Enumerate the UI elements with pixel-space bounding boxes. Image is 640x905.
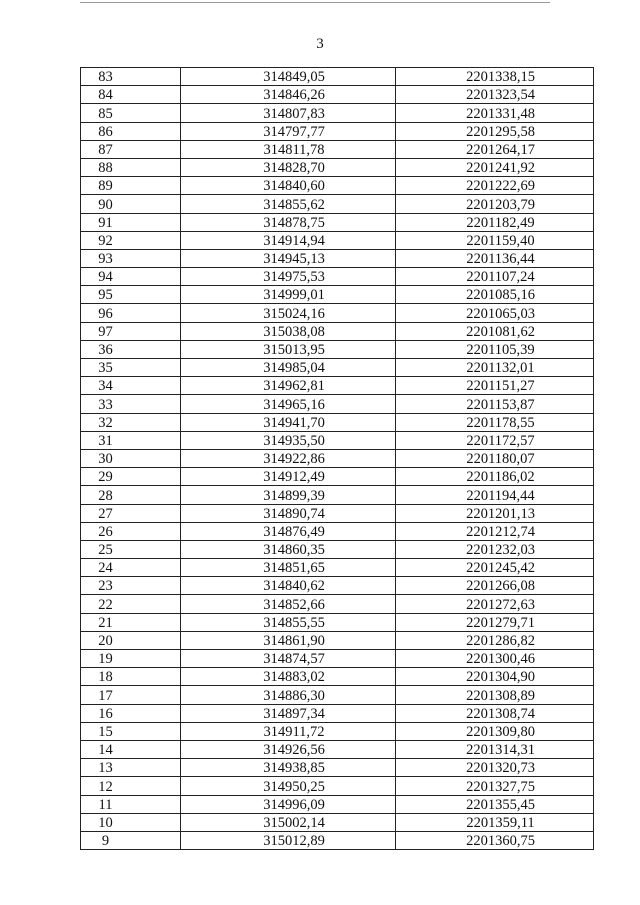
x-coordinate-cell: 314878,75 (181, 213, 396, 231)
point-number-cell: 13 (81, 759, 181, 777)
coordinates-table (80, 67, 594, 850)
y-coordinate-cell: 2201232,03 (396, 540, 594, 558)
table-row (81, 449, 594, 467)
point-number-cell: 31 (81, 431, 181, 449)
point-number-cell: 22 (81, 595, 181, 613)
x-coordinate-cell: 314911,72 (181, 722, 396, 740)
point-number-cell: 93 (81, 249, 181, 267)
point-number-cell: 86 (81, 122, 181, 140)
x-coordinate-cell: 314861,90 (181, 631, 396, 649)
y-coordinate-cell: 2201182,49 (396, 213, 594, 231)
point-number-cell: 95 (81, 286, 181, 304)
x-coordinate-cell: 314852,66 (181, 595, 396, 613)
point-number-cell: 10 (81, 813, 181, 831)
point-number-cell: 83 (81, 68, 181, 86)
y-coordinate-cell: 2201279,71 (396, 613, 594, 631)
table-row (81, 631, 594, 649)
y-coordinate-cell: 2201359,11 (396, 813, 594, 831)
x-coordinate-cell: 314874,57 (181, 650, 396, 668)
table-row (81, 577, 594, 595)
table-row (81, 740, 594, 758)
y-coordinate-cell: 2201201,13 (396, 504, 594, 522)
table-row (81, 340, 594, 358)
x-coordinate-cell: 314935,50 (181, 431, 396, 449)
table-row (81, 504, 594, 522)
y-coordinate-cell: 2201186,02 (396, 468, 594, 486)
point-number-cell: 15 (81, 722, 181, 740)
x-coordinate-cell: 314883,02 (181, 668, 396, 686)
table-row (81, 231, 594, 249)
x-coordinate-cell: 314876,49 (181, 522, 396, 540)
y-coordinate-cell: 2201360,75 (396, 831, 594, 849)
y-coordinate-cell: 2201300,46 (396, 650, 594, 668)
point-number-cell: 35 (81, 359, 181, 377)
table-row (81, 613, 594, 631)
table-row (81, 686, 594, 704)
x-coordinate-cell: 314851,65 (181, 559, 396, 577)
x-coordinate-cell: 314985,04 (181, 359, 396, 377)
point-number-cell: 84 (81, 86, 181, 104)
y-coordinate-cell: 2201355,45 (396, 795, 594, 813)
x-coordinate-cell: 314945,13 (181, 249, 396, 267)
x-coordinate-cell: 314797,77 (181, 122, 396, 140)
y-coordinate-cell: 2201245,42 (396, 559, 594, 577)
y-coordinate-cell: 2201151,27 (396, 377, 594, 395)
table-row (81, 777, 594, 795)
point-number-cell: 33 (81, 395, 181, 413)
y-coordinate-cell: 2201314,31 (396, 740, 594, 758)
point-number-cell: 34 (81, 377, 181, 395)
point-number-cell: 88 (81, 158, 181, 176)
table-row (81, 304, 594, 322)
y-coordinate-cell: 2201203,79 (396, 195, 594, 213)
x-coordinate-cell: 314807,83 (181, 104, 396, 122)
point-number-cell: 28 (81, 486, 181, 504)
point-number-cell: 32 (81, 413, 181, 431)
table-row (81, 177, 594, 195)
point-number-cell: 94 (81, 268, 181, 286)
point-number-cell: 11 (81, 795, 181, 813)
x-coordinate-cell: 314828,70 (181, 158, 396, 176)
x-coordinate-cell: 315002,14 (181, 813, 396, 831)
table-row (81, 813, 594, 831)
table-row (81, 468, 594, 486)
y-coordinate-cell: 2201308,74 (396, 704, 594, 722)
x-coordinate-cell: 314996,09 (181, 795, 396, 813)
y-coordinate-cell: 2201331,48 (396, 104, 594, 122)
y-coordinate-cell: 2201212,74 (396, 522, 594, 540)
x-coordinate-cell: 314840,60 (181, 177, 396, 195)
x-coordinate-cell: 314849,05 (181, 68, 396, 86)
point-number-cell: 87 (81, 140, 181, 158)
table-row (81, 359, 594, 377)
point-number-cell: 23 (81, 577, 181, 595)
x-coordinate-cell: 314914,94 (181, 231, 396, 249)
y-coordinate-cell: 2201180,07 (396, 449, 594, 467)
table-row (81, 377, 594, 395)
table-row (81, 650, 594, 668)
x-coordinate-cell: 315038,08 (181, 322, 396, 340)
x-coordinate-cell: 314860,35 (181, 540, 396, 558)
y-coordinate-cell: 2201295,58 (396, 122, 594, 140)
y-coordinate-cell: 2201081,62 (396, 322, 594, 340)
y-coordinate-cell: 2201222,69 (396, 177, 594, 195)
point-number-cell: 12 (81, 777, 181, 795)
top-edge-rule (80, 2, 550, 3)
point-number-cell: 19 (81, 650, 181, 668)
table-row (81, 704, 594, 722)
table-row (81, 68, 594, 86)
table-row (81, 522, 594, 540)
table-row (81, 431, 594, 449)
point-number-cell: 89 (81, 177, 181, 195)
y-coordinate-cell: 2201304,90 (396, 668, 594, 686)
x-coordinate-cell: 315013,95 (181, 340, 396, 358)
point-number-cell: 24 (81, 559, 181, 577)
y-coordinate-cell: 2201320,73 (396, 759, 594, 777)
table-row (81, 322, 594, 340)
x-coordinate-cell: 314938,85 (181, 759, 396, 777)
table-row (81, 158, 594, 176)
x-coordinate-cell: 314975,53 (181, 268, 396, 286)
table-row (81, 540, 594, 558)
y-coordinate-cell: 2201327,75 (396, 777, 594, 795)
y-coordinate-cell: 2201172,57 (396, 431, 594, 449)
point-number-cell: 30 (81, 449, 181, 467)
y-coordinate-cell: 2201194,44 (396, 486, 594, 504)
table-row (81, 559, 594, 577)
table-row (81, 286, 594, 304)
x-coordinate-cell: 314897,34 (181, 704, 396, 722)
coordinates-table-body (81, 68, 594, 850)
point-number-cell: 90 (81, 195, 181, 213)
point-number-cell: 36 (81, 340, 181, 358)
point-number-cell: 25 (81, 540, 181, 558)
point-number-cell: 29 (81, 468, 181, 486)
x-coordinate-cell: 314840,62 (181, 577, 396, 595)
x-coordinate-cell: 314926,56 (181, 740, 396, 758)
y-coordinate-cell: 2201107,24 (396, 268, 594, 286)
point-number-cell: 91 (81, 213, 181, 231)
point-number-cell: 9 (81, 831, 181, 849)
x-coordinate-cell: 314886,30 (181, 686, 396, 704)
y-coordinate-cell: 2201272,63 (396, 595, 594, 613)
table-row (81, 795, 594, 813)
x-coordinate-cell: 314899,39 (181, 486, 396, 504)
table-row (81, 668, 594, 686)
table-row (81, 213, 594, 231)
x-coordinate-cell: 314922,86 (181, 449, 396, 467)
x-coordinate-cell: 314941,70 (181, 413, 396, 431)
x-coordinate-cell: 315012,89 (181, 831, 396, 849)
x-coordinate-cell: 314950,25 (181, 777, 396, 795)
y-coordinate-cell: 2201266,08 (396, 577, 594, 595)
point-number-cell: 96 (81, 304, 181, 322)
x-coordinate-cell: 314846,26 (181, 86, 396, 104)
point-number-cell: 17 (81, 686, 181, 704)
y-coordinate-cell: 2201085,16 (396, 286, 594, 304)
point-number-cell: 18 (81, 668, 181, 686)
table-row (81, 486, 594, 504)
y-coordinate-cell: 2201309,80 (396, 722, 594, 740)
table-row (81, 595, 594, 613)
point-number-cell: 85 (81, 104, 181, 122)
y-coordinate-cell: 2201241,92 (396, 158, 594, 176)
y-coordinate-cell: 2201323,54 (396, 86, 594, 104)
x-coordinate-cell: 315024,16 (181, 304, 396, 322)
y-coordinate-cell: 2201308,89 (396, 686, 594, 704)
table-row (81, 122, 594, 140)
table-row (81, 140, 594, 158)
table-row (81, 831, 594, 849)
y-coordinate-cell: 2201286,82 (396, 631, 594, 649)
point-number-cell: 21 (81, 613, 181, 631)
x-coordinate-cell: 314890,74 (181, 504, 396, 522)
table-row (81, 104, 594, 122)
x-coordinate-cell: 314855,62 (181, 195, 396, 213)
x-coordinate-cell: 314811,78 (181, 140, 396, 158)
y-coordinate-cell: 2201178,55 (396, 413, 594, 431)
point-number-cell: 26 (81, 522, 181, 540)
table-row (81, 249, 594, 267)
point-number-cell: 14 (81, 740, 181, 758)
x-coordinate-cell: 314912,49 (181, 468, 396, 486)
table-row (81, 268, 594, 286)
point-number-cell: 27 (81, 504, 181, 522)
y-coordinate-cell: 2201136,44 (396, 249, 594, 267)
x-coordinate-cell: 314965,16 (181, 395, 396, 413)
y-coordinate-cell: 2201132,01 (396, 359, 594, 377)
y-coordinate-cell: 2201264,17 (396, 140, 594, 158)
x-coordinate-cell: 314999,01 (181, 286, 396, 304)
point-number-cell: 92 (81, 231, 181, 249)
table-row (81, 413, 594, 431)
x-coordinate-cell: 314855,55 (181, 613, 396, 631)
y-coordinate-cell: 2201065,03 (396, 304, 594, 322)
page-number: 3 (316, 36, 324, 52)
y-coordinate-cell: 2201338,15 (396, 68, 594, 86)
y-coordinate-cell: 2201105,39 (396, 340, 594, 358)
y-coordinate-cell: 2201153,87 (396, 395, 594, 413)
x-coordinate-cell: 314962,81 (181, 377, 396, 395)
table-row (81, 195, 594, 213)
table-row (81, 86, 594, 104)
point-number-cell: 97 (81, 322, 181, 340)
point-number-cell: 16 (81, 704, 181, 722)
table-row (81, 722, 594, 740)
y-coordinate-cell: 2201159,40 (396, 231, 594, 249)
table-row (81, 395, 594, 413)
table-row (81, 759, 594, 777)
point-number-cell: 20 (81, 631, 181, 649)
